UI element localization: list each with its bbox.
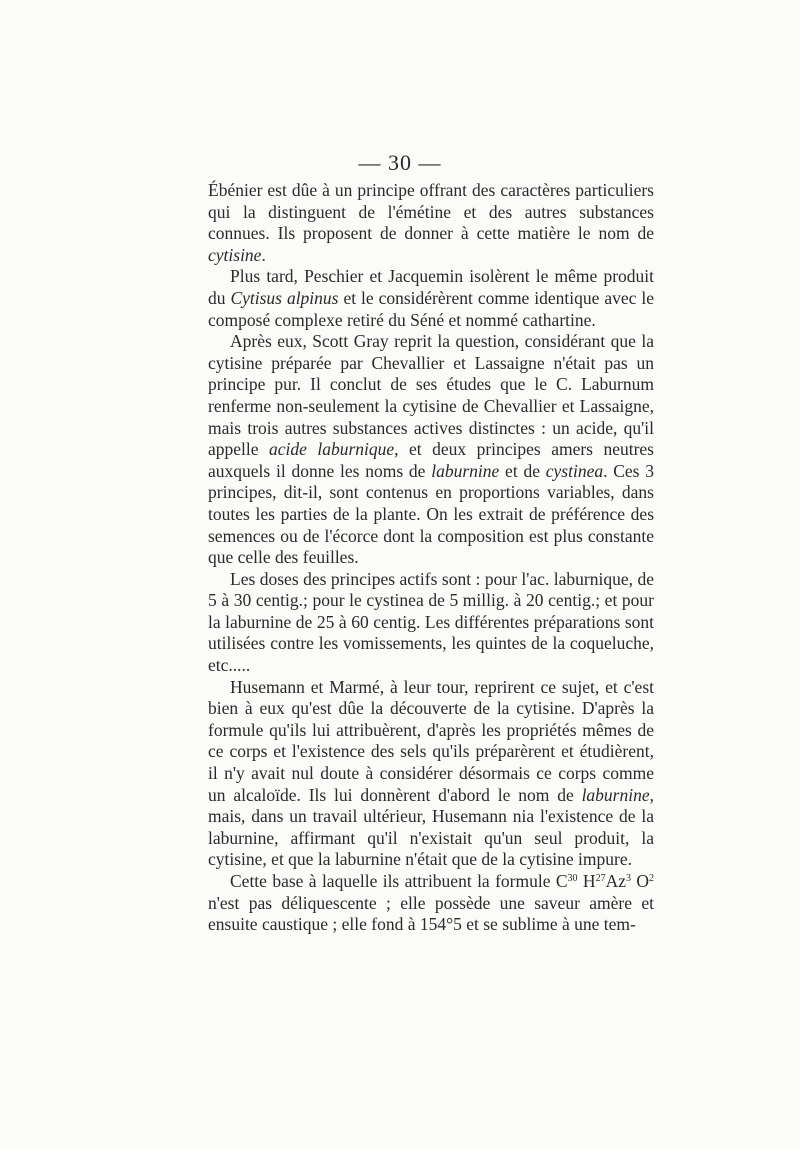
text-run: . — [261, 244, 266, 265]
text-run: . Ces 3 principes, dit-il, sont contenus en proportions variables, dans toutes les parties de la plante. On les extrait de préférence des semences ou de l'écorce dont la composition est plus constante que celle des feuilles. — [208, 460, 655, 568]
text-run: n'est pas déliquescente ; elle possède une saveur amère et ensuite caustique ; elle fond à 154°5 et se sublime à une tem- — [208, 892, 654, 935]
italic-term: laburnine — [581, 784, 650, 805]
italic-term: acide laburnique — [269, 439, 395, 460]
formula-superscript: 27 — [595, 873, 606, 884]
text-run: Husemann et Marmé, à leur tour, reprirent ce sujet, et c'est bien à eux qu'est dûe la découverte de la cytisine. D'après la formule qu'ils lui attribuèrent, d'après les propriétés mêmes de ce corps et l'existence des sels qu'ils préparèrent et étudièrent, il n'y avait nul doute à considérer désormais ce corps comme un alcaloïde. Ils lui donnèrent d'abord le nom de — [208, 676, 654, 805]
paragraph-4 — [208, 569, 654, 677]
paragraph-6 — [208, 871, 654, 936]
paragraph-2 — [208, 266, 654, 331]
text-run: , mais, dans un travail ultérieur, Husemann nia l'existence de la laburnine, affirmant qu'il n'existait qu'un seul produit, la cytisine, et que la laburnine n'était que de la cytisine impure. — [208, 784, 654, 870]
text-run: Cette base à laquelle ils attribuent la formule C — [230, 871, 568, 891]
italic-term: cytisine — [208, 244, 262, 265]
text-run: H — [577, 871, 596, 891]
paragraph-1 — [208, 180, 654, 266]
italic-term: laburnine — [431, 460, 500, 481]
text-run: O — [630, 871, 650, 891]
page-number: — 30 — — [358, 150, 442, 175]
italic-term: Cytisus alpinus — [230, 287, 339, 308]
text-run: Az — [605, 871, 626, 891]
text-run: Les doses des principes actifs sont : pour l'ac. laburnique, de 5 à 30 centig.; pour le cystinea de 5 millig. à 20 centig.; et pour la laburnine de 25 à 60 centig. Les différentes préparations sont utilisées contre les vomissements, les quintes de la coqueluche, etc..... — [208, 568, 654, 676]
text-run: et le considérèrent comme identique avec le composé complexe retiré du Séné et nommé cathartine. — [208, 287, 654, 330]
formula-superscript: 2 — [649, 873, 655, 884]
formula-superscript: 30 — [567, 873, 578, 884]
paragraph-3 — [208, 331, 654, 569]
italic-term: cystinea — [545, 460, 604, 481]
text-run: Après eux, Scott Gray reprit la question, considérant que la cytisine préparée par Chevallier et Lassaigne n'était pas un principe pur. Il conclut de ses études que le C. Laburnum renferme non-seulement la cytisine de Chevallier et Lassaigne, mais trois autres substances actives distinctes : un acide, qu'il appelle — [208, 331, 654, 460]
body-text — [208, 180, 654, 936]
text-run: , et deux principes amers neutres auxquels il donne les noms de — [208, 439, 654, 481]
formula-superscript: 3 — [625, 873, 631, 884]
text-run: et de — [499, 460, 546, 481]
text-run: Plus tard, Peschier et Jacquemin isolèrent le même produit du — [208, 266, 654, 308]
paragraph-5 — [208, 677, 654, 871]
text-run: Ébénier est dûe à un principe offrant des caractères particuliers qui la distinguent de l'émétine et des autres substances connues. Ils proposent de donner à cette matière le nom de — [208, 180, 654, 244]
